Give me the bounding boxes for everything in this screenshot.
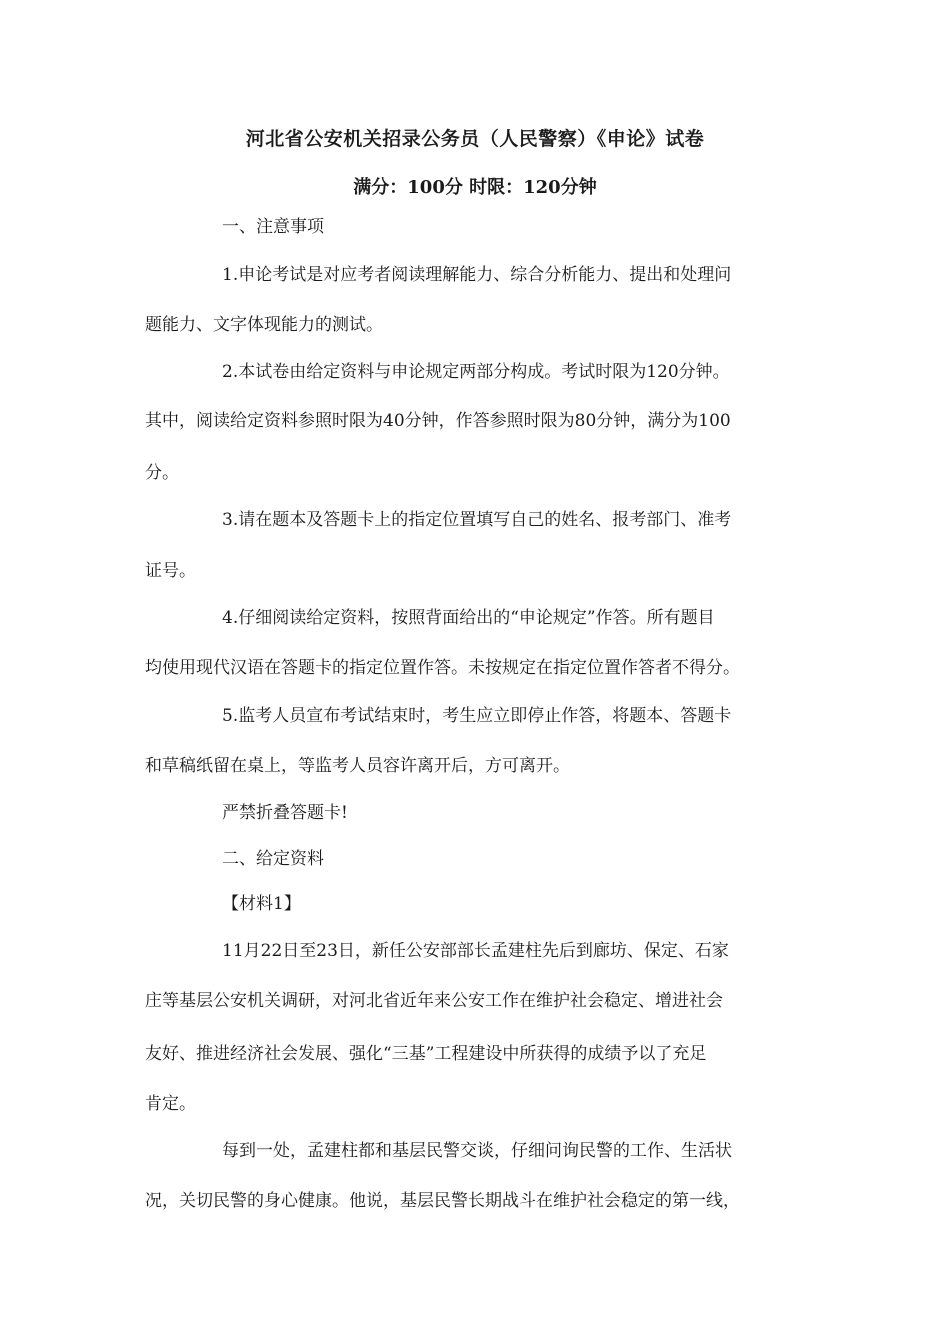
paragraph-line: 题能力、文字体现能力的测试。: [145, 315, 383, 335]
paragraph-line: 每到一处，孟建柱都和基层民警交谈，仔细问询民警的工作、生活状: [222, 1141, 732, 1161]
paragraph-line: 肯定。: [145, 1094, 196, 1114]
paragraph-line: 分。: [145, 463, 179, 483]
document-title: 河北省公安机关招录公务员（人民警察）《申论》试卷: [245, 128, 705, 150]
paragraph-line: 况，关切民警的身心健康。他说，基层民警长期战斗在维护社会稳定的第一线，: [145, 1191, 740, 1211]
paragraph-line: 证号。: [145, 561, 196, 581]
paragraph-line: 均使用现代汉语在答题卡的指定位置作答。未按规定在指定位置作答者不得分。: [145, 658, 740, 678]
paragraph-line: 庄等基层公安机关调研，对河北省近年来公安工作在维护社会稳定、增进社会: [145, 991, 723, 1011]
paragraph-line: 其中，阅读给定资料参照时限为40分钟，作答参照时限为80分钟，满分为100: [145, 411, 731, 431]
section-heading-notes: 一、注意事项: [222, 217, 324, 237]
paragraph-line: 1.申论考试是对应考者阅读理解能力、综合分析能力、提出和处理问: [222, 265, 732, 285]
warning-line: 严禁折叠答题卡!: [222, 803, 348, 823]
paragraph-line: 2.本试卷由给定资料与申论规定两部分构成。考试时限为120分钟。: [222, 362, 730, 382]
paragraph-line: 11月22日至23日，新任公安部部长孟建柱先后到廊坊、保定、石家: [222, 941, 729, 961]
paragraph-line: 友好、推进经济社会发展、强化“三基”工程建设中所获得的成绩予以了充足: [145, 1044, 707, 1064]
section-heading-materials: 二、给定资料: [222, 849, 324, 869]
paragraph-line: 和草稿纸留在桌上，等监考人员容许离开后，方可离开。: [145, 756, 570, 776]
paragraph-line: 4.仔细阅读给定资料，按照背面给出的“申论规定”作答。所有题目: [222, 608, 715, 628]
document-subtitle: 满分：100分 时限：120分钟: [353, 177, 597, 198]
material-label: 【材料1】: [222, 894, 301, 914]
paragraph-line: 5.监考人员宣布考试结束时，考生应立即停止作答，将题本、答题卡: [222, 706, 732, 726]
paragraph-line: 3.请在题本及答题卡上的指定位置填写自己的姓名、报考部门、准考: [222, 510, 732, 530]
